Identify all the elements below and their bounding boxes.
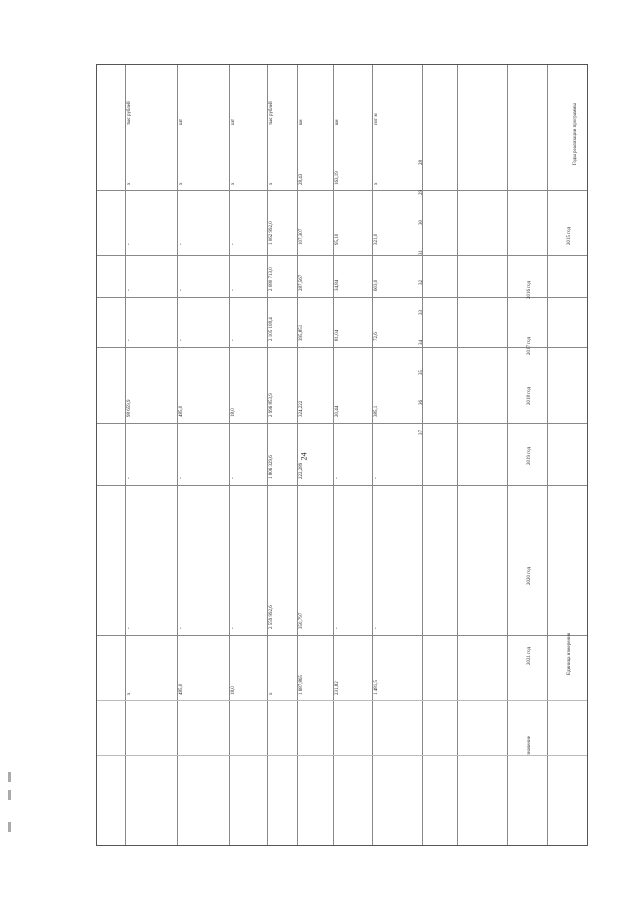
- col-num: 33: [419, 310, 424, 315]
- cell-2021: -: [179, 627, 184, 629]
- cell-2017: -: [231, 289, 236, 291]
- cell-2020: 222,289: [299, 462, 304, 479]
- cell-2019: 485,0: [179, 405, 184, 417]
- cell-2018: 395,851: [299, 324, 304, 341]
- value-header: значение: [527, 736, 532, 755]
- cell-value: 1 687,865: [299, 675, 304, 695]
- grid-line: [125, 65, 126, 845]
- cell-2018: -: [127, 339, 132, 341]
- grid-line: [97, 255, 587, 256]
- grid-line: [177, 65, 178, 845]
- cell-2020: -: [374, 477, 379, 479]
- cell-2016: 321,0: [374, 233, 379, 245]
- col-num: 35: [419, 370, 424, 375]
- page-number: 24: [299, 452, 309, 461]
- grid-line: [267, 65, 268, 845]
- cell-2021: -: [335, 627, 340, 629]
- scan-mark: [8, 772, 11, 782]
- cell-2015: 163,19: [335, 171, 340, 185]
- col-num: 31: [419, 250, 424, 255]
- cell-2017: 2 080 713,0: [269, 267, 274, 291]
- grid-line: [97, 347, 587, 348]
- y2019-header: 2019 год: [527, 446, 532, 465]
- cell-unit: пог м: [374, 113, 379, 125]
- cell-2015: х: [127, 182, 132, 185]
- cell-2018: -: [179, 339, 184, 341]
- cell-value: 485,0: [179, 683, 184, 695]
- cell-2020: -: [127, 477, 132, 479]
- cell-2019: 324,222: [299, 400, 304, 417]
- cell-2019: 98 659,9: [127, 399, 132, 417]
- col-num: 32: [419, 280, 424, 285]
- cell-2019: 18,0: [231, 408, 236, 417]
- cell-2021: -: [374, 627, 379, 629]
- cell-2020: -: [231, 477, 236, 479]
- grid-line: [507, 65, 508, 845]
- cell-2018: -: [231, 339, 236, 341]
- cell-2015: х: [269, 182, 274, 185]
- grid-line: [97, 423, 587, 424]
- cell-2021: -: [231, 627, 236, 629]
- grid-line: [422, 65, 423, 845]
- cell-2019: 20,44: [335, 405, 340, 417]
- cell-2020: -: [179, 477, 184, 479]
- cell-2021: 350,797: [299, 612, 304, 629]
- col-num: 29: [419, 190, 424, 195]
- cell-value: х: [127, 692, 132, 695]
- cell-2019: 385,1: [374, 405, 379, 417]
- cell-2015: х: [179, 182, 184, 185]
- y2018-header: 2018 год: [527, 386, 532, 405]
- grid-line: [97, 297, 587, 298]
- cell-2017: 603,0: [374, 279, 379, 291]
- cell-unit: тыс рублей: [269, 101, 274, 125]
- grid-line: [229, 65, 230, 845]
- cell-2016: 107,307: [299, 228, 304, 245]
- cell-value: х: [269, 692, 274, 695]
- cell-unit: км: [299, 119, 304, 125]
- cell-2020: 1 806 329,6: [269, 455, 274, 479]
- cell-2016: -: [127, 243, 132, 245]
- cell-2021: -: [127, 627, 132, 629]
- cell-2017: 287,567: [299, 274, 304, 291]
- cell-2018: 2 105 108,4: [269, 317, 274, 341]
- cell-unit: шт: [231, 118, 236, 125]
- cell-2016: 1 062 992,0: [269, 221, 274, 245]
- grid-line: [97, 635, 587, 636]
- cell-2018: 72,6: [374, 332, 379, 341]
- col-num: 36: [419, 400, 424, 405]
- cell-value: 18,0: [231, 686, 236, 695]
- cell-2016: -: [231, 243, 236, 245]
- y2016-header: 2016 год: [527, 280, 532, 299]
- grid-line: [457, 65, 458, 845]
- scan-mark: [8, 790, 11, 800]
- col-num: 37: [419, 430, 424, 435]
- cell-2016: 95,10: [335, 233, 340, 245]
- scan-mark: [8, 822, 11, 832]
- cell-2018: 81,04: [335, 329, 340, 341]
- grid-line: [97, 485, 587, 486]
- grid-line: [97, 755, 587, 756]
- cell-2015: 28,43: [299, 173, 304, 185]
- grid-line: [333, 65, 334, 845]
- grid-line: [372, 65, 373, 845]
- cell-unit: км: [335, 119, 340, 125]
- cell-value: 1 481,5: [374, 680, 379, 695]
- program-table: [96, 64, 588, 846]
- cell-2015: х: [231, 182, 236, 185]
- unit-header: Единица измерения: [567, 632, 572, 675]
- y2021-header: 2021 год: [527, 646, 532, 665]
- col-num: 34: [419, 340, 424, 345]
- cell-2016: -: [179, 243, 184, 245]
- y2015-header: 2015 год: [567, 226, 572, 245]
- cell-unit: шт: [179, 118, 184, 125]
- cell-2017: -: [127, 289, 132, 291]
- cell-unit: тыс рублей: [127, 101, 132, 125]
- col-num: 28: [419, 160, 424, 165]
- cell-2020: -: [335, 477, 340, 479]
- cell-2017: -: [179, 289, 184, 291]
- cell-2021: 2 559 992,6: [269, 605, 274, 629]
- years-title: Годы реализации программы: [573, 103, 578, 165]
- grid-line: [97, 700, 587, 701]
- cell-2015: х: [374, 182, 379, 185]
- y2020-header: 2020 год: [527, 566, 532, 585]
- grid-line: [547, 65, 548, 845]
- cell-2017: 34,84: [335, 279, 340, 291]
- col-num: 30: [419, 220, 424, 225]
- cell-value: 231,82: [335, 681, 340, 695]
- grid-line: [297, 65, 298, 845]
- y2017-header: 2017 год: [527, 336, 532, 355]
- grid-line: [97, 190, 587, 191]
- cell-2019: 2 996 853,9: [269, 393, 274, 417]
